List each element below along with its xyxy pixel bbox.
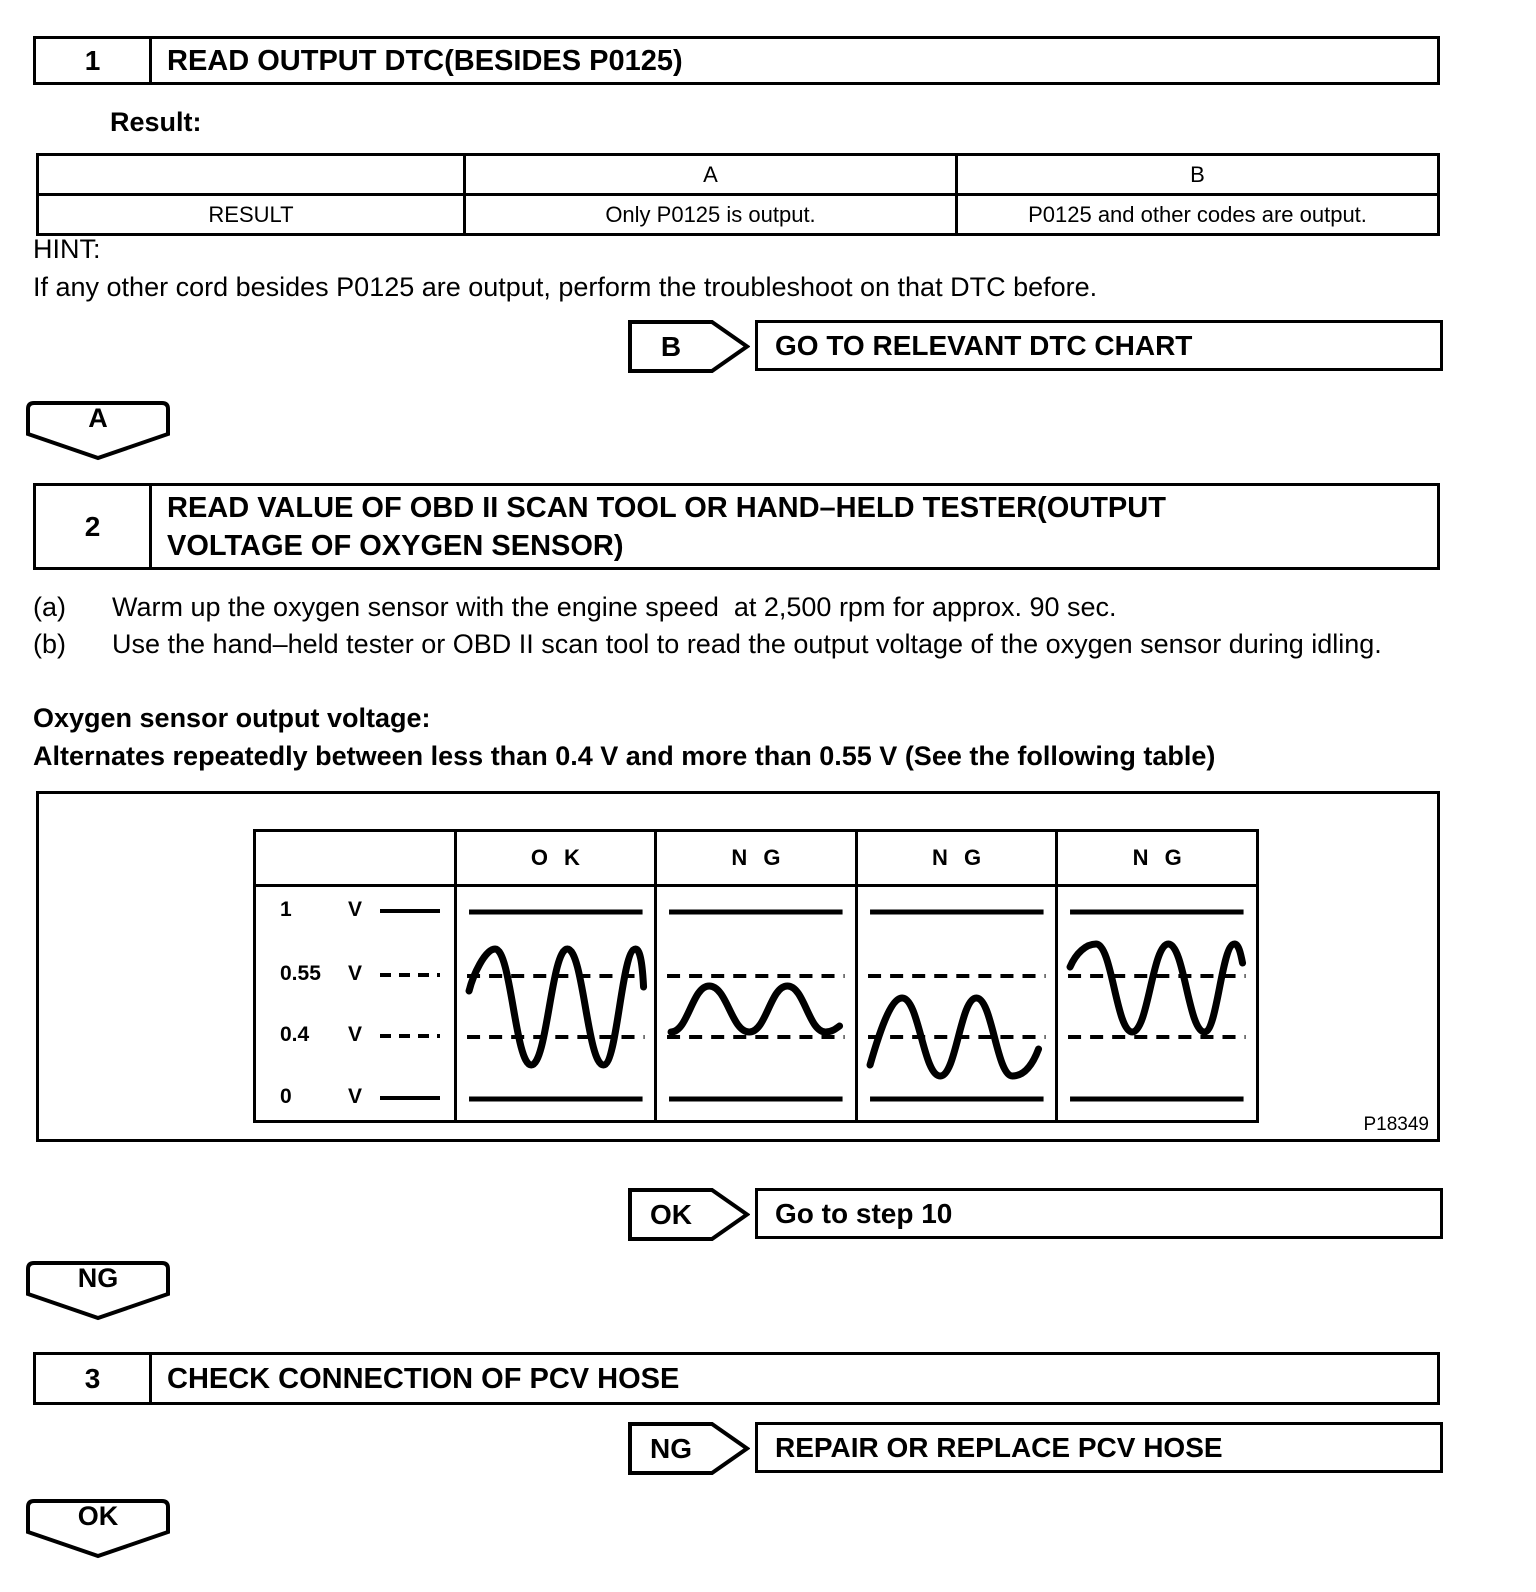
- decision-row-ok: [0, 1188, 1536, 1241]
- connector-flag-ng: [25, 1260, 171, 1324]
- spec-text: Alternates repeatedly between less than 0.4 V and more than 0.55 V (See the following table): [33, 741, 1216, 771]
- item-text: Warm up the oxygen sensor with the engine speed at 2,500 rpm for approx. 90 sec.: [112, 592, 1117, 622]
- voltage-unit: V: [348, 1085, 363, 1108]
- voltage-unit: V: [348, 962, 363, 985]
- connector-flag-a: [25, 400, 171, 464]
- result-table-row-label: RESULT: [39, 193, 463, 233]
- waveform-table: [253, 829, 1259, 1123]
- step-1-number: 1: [36, 39, 152, 82]
- voltage-value: 1: [280, 898, 292, 921]
- voltage-line-sample: [380, 1096, 440, 1100]
- voltage-row-1v: [256, 898, 454, 926]
- voltage-row-0v: [256, 1085, 454, 1113]
- item-text: Use the hand–held tester or OBD II scan tool to read the output voltage of the oxygen sensor during idling.: [112, 629, 1382, 659]
- result-table-header-b: B: [955, 156, 1437, 193]
- figure-code: P18349: [1363, 1114, 1429, 1135]
- voltage-line-sample: [380, 909, 440, 913]
- step-2-title-line-2: VOLTAGE OF OXYGEN SENSOR): [167, 529, 624, 562]
- scale-header-blank: [256, 832, 454, 887]
- voltage-row-055v: [256, 962, 454, 990]
- waveform-column-ng-2: [855, 832, 1056, 1120]
- voltage-value: 0: [280, 1085, 292, 1108]
- waveform-column-ng-1: [654, 832, 855, 1120]
- hint-label: HINT:: [33, 234, 101, 264]
- connector-label: A: [88, 403, 108, 433]
- result-table-cell-b: P0125 and other codes are output.: [955, 193, 1437, 233]
- waveform-column-ok: [454, 832, 655, 1120]
- waveform-ok-chart: [457, 887, 655, 1120]
- step-3-header-box: [33, 1352, 1440, 1405]
- decision-tag-label: NG: [650, 1432, 692, 1464]
- step-2-title-line-1: READ VALUE OF OBD II SCAN TOOL OR HAND–HELD TESTER(OUTPUT: [167, 491, 1166, 524]
- waveform-verdict: N G: [858, 832, 1056, 887]
- result-table-header-a: A: [463, 156, 955, 193]
- decision-tag-label: B: [660, 330, 682, 362]
- instruction-item-a: [33, 589, 1443, 626]
- waveform-ng2-chart: [858, 887, 1056, 1120]
- step-2-number: 2: [36, 486, 152, 567]
- decision-action-box: Go to step 10: [755, 1188, 1443, 1239]
- item-marker: (b): [33, 629, 66, 659]
- decision-tag-arrow: [628, 1422, 750, 1475]
- result-label: Result:: [110, 107, 202, 137]
- voltage-value: 0.55: [280, 962, 321, 985]
- hint-text: If any other cord besides P0125 are output, perform the troubleshoot on that DTC before.: [33, 272, 1098, 302]
- waveform-verdict: N G: [1058, 832, 1256, 887]
- voltage-line-sample: [380, 1034, 440, 1038]
- result-table-cell-a: Only P0125 is output.: [463, 193, 955, 233]
- connector-label: OK: [77, 1501, 119, 1531]
- spec-label: Oxygen sensor output voltage:: [33, 703, 431, 733]
- step-1-title: READ OUTPUT DTC(BESIDES P0125): [167, 44, 683, 77]
- decision-row-b: [0, 320, 1536, 373]
- waveform-verdict: O K: [457, 832, 655, 887]
- step-2-header-box: [33, 483, 1440, 570]
- voltage-unit: V: [348, 1023, 363, 1046]
- connector-flag-ok: [25, 1498, 171, 1562]
- waveform-column-ng-3: [1055, 832, 1256, 1120]
- decision-row-ng: [0, 1422, 1536, 1475]
- step-3-title: CHECK CONNECTION OF PCV HOSE: [167, 1362, 680, 1395]
- decision-tag-label: OK: [650, 1198, 692, 1230]
- voltage-unit: V: [348, 898, 363, 921]
- voltage-value: 0.4: [280, 1023, 310, 1046]
- waveform-ng3-chart: [1058, 887, 1256, 1120]
- item-marker: (a): [33, 592, 66, 622]
- decision-action-box: GO TO RELEVANT DTC CHART: [755, 320, 1443, 371]
- instruction-item-b: [33, 626, 1443, 663]
- result-table: [36, 153, 1440, 236]
- connector-label: NG: [77, 1263, 119, 1293]
- decision-action-box: REPAIR OR REPLACE PCV HOSE: [755, 1422, 1443, 1473]
- decision-tag-arrow: [628, 320, 750, 373]
- step-1-header-box: [33, 36, 1440, 85]
- voltage-row-04v: [256, 1023, 454, 1051]
- result-table-header-blank: [39, 156, 463, 193]
- waveform-verdict: N G: [657, 832, 855, 887]
- decision-tag-arrow: [628, 1188, 750, 1241]
- step-3-number: 3: [36, 1355, 152, 1402]
- voltage-line-sample: [380, 973, 440, 977]
- voltage-scale-column: [256, 832, 454, 1120]
- waveform-ng1-chart: [657, 887, 855, 1120]
